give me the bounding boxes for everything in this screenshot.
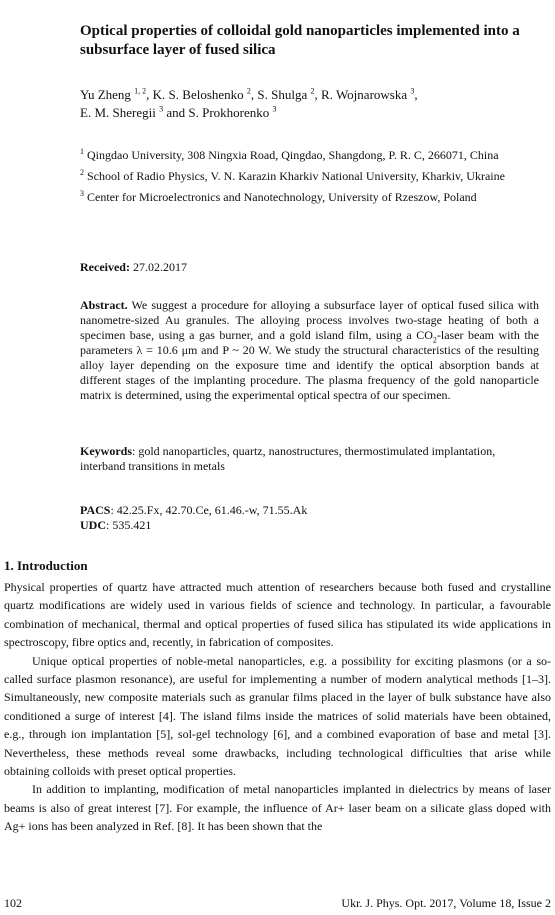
received-date: 27.02.2017 — [132, 260, 187, 274]
page-footer — [4, 896, 551, 911]
pacs-label: PACS — [80, 503, 111, 517]
received-label: Received: — [80, 260, 130, 274]
affiliation-text: School of Radio Physics, V. N. Karazin Kharkiv National University, Kharkiv, Ukraine — [87, 169, 505, 183]
abstract-text: We suggest a procedure for alloying a subsurface layer of optical fused silica with nanometre-sized Au granules. The alloying process involves two-stage heating of both a specimen base, using a gas burner, and a gold island film, using a CO — [80, 298, 539, 342]
author-affiliation-mark: 2 — [310, 86, 315, 96]
paper-title: Optical properties of colloidal gold nanoparticles implemented into a subsurface layer of fused silica — [80, 23, 520, 58]
author-name: S. Shulga — [257, 87, 308, 102]
pacs-line — [80, 503, 307, 518]
affiliation-text: Center for Microelectronics and Nanotechnology, University of Rzeszow, Poland — [87, 190, 477, 204]
pacs-text: : 42.25.Fx, 42.70.Ce, 61.46.-w, 71.55.Ak — [110, 503, 308, 517]
author-name: Yu Zheng — [80, 87, 131, 102]
author-affiliation-mark: 3 — [159, 104, 164, 114]
affiliation-number: 3 — [80, 189, 84, 198]
affiliation-item — [80, 148, 540, 163]
udc-label: UDC — [80, 518, 106, 532]
abstract — [80, 298, 539, 403]
affiliation-item — [80, 190, 540, 205]
keywords-text: : gold nanoparticles, quartz, nanostructures, thermostimulated implantation, interband transitions in metals — [80, 444, 496, 473]
keywords-label: Keywords — [80, 444, 132, 458]
abstract-subscript: 2 — [432, 335, 437, 345]
received-line — [80, 260, 187, 275]
section-heading: 1. Introduction — [4, 558, 88, 573]
author-name: K. S. Beloshenko — [152, 87, 244, 102]
paragraph: Physical properties of quartz have attracted much attention of researchers because both fused and crystalline quartz modifications are widely used in various fields of science and technology. In particular, a favourable combination of mechanical, thermal and optical properties of fused silica has stipulated its wide applications in spectroscopy, fibre optics and, recently, in fabrication of composites. — [4, 580, 551, 650]
author-affiliation-mark: 3 — [410, 86, 415, 96]
affiliation-number: 1 — [80, 147, 84, 156]
author-name: S. Prokhorenko — [188, 105, 270, 120]
paragraph: Unique optical properties of noble-metal nanoparticles, e.g. a possibility for exciting plasmons (or a so-called surface plasmon resonance), are useful for implementing a number of modern analytical methods [1–3]. Simultaneously, new composite materials such as granular films placed in the layer of bulk substance have also conditioned a surge of interest [4]. The island films inside the matrices of solid materials have been obtained, e.g., through ion implantation [5], sol-gel technology [6], and a combined evaporation of base and metal [3]. Nevertheless, these methods reveal some drawbacks, including technological difficulties that arise while obtaining colloids with preset optical properties. — [4, 653, 551, 779]
author-name: R. Wojnarowska — [321, 87, 408, 102]
abstract-label: Abstract. — [80, 298, 128, 312]
affiliation-text: Qingdao University, 308 Ningxia Road, Qingdao, Shangdong, P. R. C, 266071, China — [87, 148, 499, 162]
author-affiliation-mark: 2 — [246, 86, 251, 96]
keywords — [80, 444, 539, 474]
author-affiliation-mark: 1, 2 — [134, 86, 147, 96]
udc-text: : 535.421 — [106, 518, 152, 532]
abstract-text-continued: -laser beam with the parameters λ = 10.6 μm and P ~ 20 W. We study the structural characteristics of the resulting alloy layer depending on the exposure time and identify the optical absorption bands at different stages of the implanting procedure. The plasma frequency of the gold nanoparticle matrix is determined, using the experimental optical spectra of our specimen. — [80, 328, 539, 402]
author-affiliation-mark: 3 — [272, 104, 277, 114]
udc-line — [80, 518, 307, 533]
paragraph: In addition to implanting, modification of metal nanoparticles implanted in dielectrics by means of laser beams is also of great interest [7]. For example, the influence of Ar+ laser beam on a silicate glass doped with Ag+ ions has been analyzed in Ref. [8]. It has been shown that the — [4, 782, 551, 834]
affiliation-item — [80, 169, 540, 184]
author-list: Yu Zheng $^{1, 2}$, K. S. Beloshenko $^2$, S. Shulga $^2$, R. Wojnarowska $^3$, E. M. Sheregii $^3$ and S. Prokhorenko $^3$ — [80, 86, 418, 120]
page-number: 102 — [4, 896, 22, 910]
author-name: E. M. Sheregii — [80, 105, 156, 120]
body-text — [4, 578, 551, 836]
affiliation-number: 2 — [80, 168, 84, 177]
affiliation-list — [80, 148, 540, 211]
classification-codes — [80, 503, 307, 533]
journal-citation: Ukr. J. Phys. Opt. 2017, Volume 18, Issue 2 — [341, 896, 551, 910]
